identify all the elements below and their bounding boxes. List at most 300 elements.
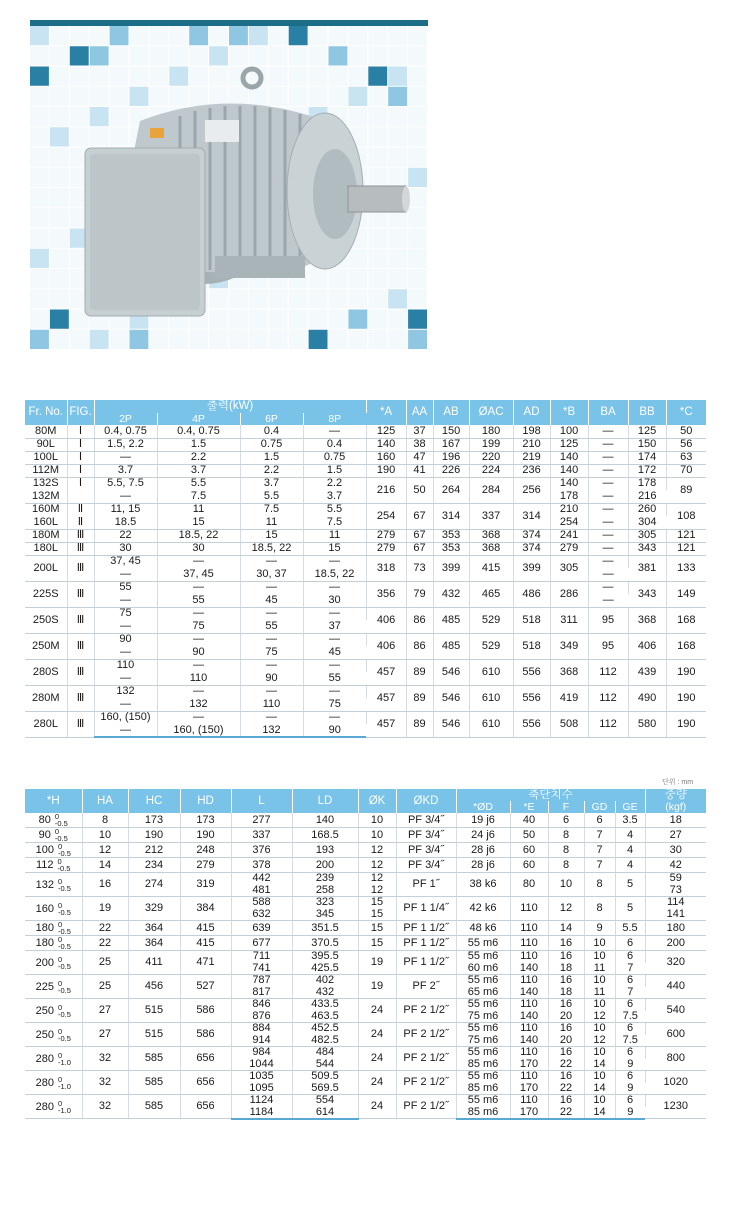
cell: 305 xyxy=(550,555,588,581)
cell: 110 xyxy=(240,698,303,711)
background-tile xyxy=(110,330,129,349)
header-4p: 4P xyxy=(157,413,240,425)
background-tile xyxy=(30,188,49,207)
cell: 7.5 xyxy=(157,490,240,503)
tolerance xyxy=(55,828,68,842)
cell: 95 xyxy=(588,633,628,659)
background-tile xyxy=(289,289,308,308)
cell: 67 xyxy=(406,529,433,542)
cell: 45 xyxy=(240,594,303,607)
background-tile xyxy=(30,107,49,126)
cell: 45 xyxy=(303,646,366,659)
tolerance-lower: -0.5 xyxy=(57,907,71,917)
cell: 585 xyxy=(128,1095,180,1119)
cell: 18 xyxy=(548,987,584,999)
cell: 586 xyxy=(180,999,231,1023)
cell: — xyxy=(157,555,240,568)
cell: 65 m6 xyxy=(456,987,510,999)
cell: 90 xyxy=(303,724,366,737)
background-tile xyxy=(249,289,268,308)
cell: 419 xyxy=(550,685,588,711)
h-cell xyxy=(25,897,82,921)
background-tile xyxy=(348,330,367,349)
cell: 415 xyxy=(469,555,513,581)
cell: 8 xyxy=(584,897,615,921)
table-row xyxy=(25,503,706,516)
cell: 329 xyxy=(128,897,180,921)
cell: 1184 xyxy=(231,1107,292,1119)
cell: 110 xyxy=(510,921,548,936)
table-row xyxy=(25,1023,706,1035)
background-tile xyxy=(348,269,367,288)
cell: 1.5 xyxy=(240,451,303,464)
background-tile xyxy=(50,310,69,329)
cell: 546 xyxy=(433,685,469,711)
cell: 173 xyxy=(180,813,231,828)
background-tile xyxy=(388,229,407,248)
background-tile xyxy=(368,127,387,146)
background-tile xyxy=(388,310,407,329)
background-tile xyxy=(50,127,69,146)
cell: 0.4, 0.75 xyxy=(94,425,157,438)
cell: Ⅰ xyxy=(67,451,94,464)
tolerance-upper: 0 xyxy=(57,920,63,929)
cell: — xyxy=(588,438,628,451)
background-tile xyxy=(149,26,168,45)
cell: 343 xyxy=(628,581,666,607)
cell: 10 xyxy=(584,1071,615,1083)
cell: 378 xyxy=(231,858,292,873)
background-tile xyxy=(249,330,268,349)
background-tile xyxy=(130,46,149,65)
cell: 260 xyxy=(628,503,666,516)
cell: 224 xyxy=(469,464,513,477)
background-tile xyxy=(50,208,69,227)
cell: 5.5 xyxy=(303,503,366,516)
header-d: *ØD xyxy=(456,801,510,813)
cell: 19 xyxy=(358,951,396,975)
cell: 800 xyxy=(645,1047,706,1071)
cell: 6 xyxy=(615,999,645,1011)
cell: 90L xyxy=(25,438,67,451)
cell: 250M xyxy=(25,633,67,659)
tolerance-lower: -0.5 xyxy=(57,864,71,873)
header-ha: HA xyxy=(82,789,128,813)
cell: — xyxy=(588,503,628,516)
background-tile xyxy=(30,127,49,146)
cell: 38 k6 xyxy=(456,873,510,897)
background-tile xyxy=(189,87,208,106)
cell: 6 xyxy=(615,951,645,963)
h-value: 280 xyxy=(35,1052,54,1065)
cell: 7 xyxy=(584,828,615,843)
background-tile xyxy=(70,46,89,65)
cell: 311 xyxy=(550,607,588,633)
background-tile xyxy=(408,148,427,167)
cell: Ⅲ xyxy=(67,581,94,607)
background-tile xyxy=(169,46,188,65)
cell: PF 3/4˝ xyxy=(396,813,456,828)
cell: 258 xyxy=(292,885,358,897)
table-row xyxy=(25,607,706,620)
cell: 463.5 xyxy=(292,1011,358,1023)
background-tile xyxy=(329,310,348,329)
header-ac: ØAC xyxy=(469,400,513,425)
cell: — xyxy=(240,581,303,594)
cell: 22 xyxy=(548,1059,584,1071)
background-tile xyxy=(368,107,387,126)
cell: 490 xyxy=(628,685,666,711)
cell: 168 xyxy=(666,633,706,659)
table-row xyxy=(25,975,706,987)
table-row xyxy=(25,633,706,646)
cell: — xyxy=(303,711,366,724)
cell: 190 xyxy=(180,828,231,843)
cell: 24 xyxy=(358,1047,396,1071)
cell: 305 xyxy=(628,529,666,542)
cell: 8 xyxy=(548,858,584,873)
cell: 121 xyxy=(666,529,706,542)
table-row xyxy=(25,542,706,555)
table-row xyxy=(25,555,706,568)
tolerance-lower: -0.5 xyxy=(57,927,71,936)
cell: 15 xyxy=(358,921,396,936)
background-tile xyxy=(50,87,69,106)
cell: 56 xyxy=(666,438,706,451)
cell: 132 xyxy=(240,724,303,737)
cell: 284 xyxy=(469,477,513,503)
cell: — xyxy=(94,724,157,737)
background-tile xyxy=(169,67,188,86)
cell: 55 m6 xyxy=(456,951,510,963)
background-tile xyxy=(50,249,69,268)
background-tile xyxy=(289,26,308,45)
cell: 12 xyxy=(584,1011,615,1023)
cell: 368 xyxy=(628,607,666,633)
cell: 132M xyxy=(25,490,67,503)
table-row xyxy=(25,897,706,909)
cell: 89 xyxy=(406,711,433,737)
cell: 337 xyxy=(231,828,292,843)
h-value: 250 xyxy=(35,1004,54,1017)
cell: 18.5, 22 xyxy=(303,568,366,581)
cell: 0.4 xyxy=(240,425,303,438)
cell: 210 xyxy=(550,503,588,516)
cell: 614 xyxy=(292,1107,358,1119)
cell: 85 m6 xyxy=(456,1059,510,1071)
cell: 160, (150) xyxy=(94,711,157,724)
background-tile xyxy=(368,289,387,308)
background-tile xyxy=(388,289,407,308)
cell: 27 xyxy=(82,1023,128,1047)
header-c: *C xyxy=(666,400,706,425)
background-tile xyxy=(348,107,367,126)
cell: 18.5 xyxy=(94,516,157,529)
cell: 37, 45 xyxy=(157,568,240,581)
cell: 24 xyxy=(358,1071,396,1095)
cell: 48 k6 xyxy=(456,921,510,936)
cell: 140 xyxy=(550,477,588,490)
cell: 73 xyxy=(406,555,433,581)
h-value: 280 xyxy=(35,1100,54,1113)
cell: PF 2 1/2˝ xyxy=(396,1095,456,1119)
cell: 15 xyxy=(358,897,396,909)
cell: 89 xyxy=(666,477,706,503)
cell: 219 xyxy=(513,451,550,464)
cell: 11, 15 xyxy=(94,503,157,516)
cell: — xyxy=(303,685,366,698)
cell: 70 xyxy=(666,464,706,477)
cell: 280M xyxy=(25,685,67,711)
cell: PF 1 1/2˝ xyxy=(396,921,456,936)
cell: 399 xyxy=(513,555,550,581)
cell: 41 xyxy=(406,464,433,477)
cell: 11 xyxy=(240,516,303,529)
cell: — xyxy=(240,685,303,698)
cell: 178 xyxy=(628,477,666,490)
cell: 554 xyxy=(292,1095,358,1107)
background-tile xyxy=(149,330,168,349)
background-tile xyxy=(309,269,328,288)
cell: 323 xyxy=(292,897,358,909)
cell: 28 j6 xyxy=(456,858,510,873)
cell: 2.2 xyxy=(157,451,240,464)
background-tile xyxy=(50,67,69,86)
background-tile xyxy=(329,87,348,106)
cell: 190 xyxy=(666,685,706,711)
cell: 16 xyxy=(548,1047,584,1059)
cell: 75 xyxy=(240,646,303,659)
cell: 170 xyxy=(510,1059,548,1071)
background-tile xyxy=(30,310,49,329)
cell: 274 xyxy=(128,873,180,897)
background-tile xyxy=(329,26,348,45)
cell: 170 xyxy=(510,1107,548,1119)
cell: 27 xyxy=(82,999,128,1023)
cell: 457 xyxy=(366,685,406,711)
h-cell xyxy=(25,843,82,858)
cell: 114 xyxy=(666,896,685,909)
h-value: 280 xyxy=(35,1076,54,1089)
cell: — xyxy=(94,594,157,607)
background-tile xyxy=(388,87,407,106)
background-tile xyxy=(329,67,348,86)
background-tile xyxy=(50,269,69,288)
cell: 9 xyxy=(584,921,615,936)
tolerance xyxy=(58,1028,71,1042)
background-tile xyxy=(229,26,248,45)
cell: 248 xyxy=(180,843,231,858)
cell: 22 xyxy=(94,529,157,542)
table-row xyxy=(25,1095,706,1107)
cell: 180L xyxy=(25,542,67,555)
tolerance-upper: 0 xyxy=(57,1026,63,1036)
h-cell xyxy=(25,813,82,828)
cell: 90 xyxy=(94,633,157,646)
background-tile xyxy=(388,26,407,45)
cell: 7 xyxy=(615,987,645,999)
tolerance-upper: 0 xyxy=(54,812,60,821)
background-tile xyxy=(90,330,109,349)
cell: 518 xyxy=(513,607,550,633)
background-tile xyxy=(249,310,268,329)
cell: 24 xyxy=(358,999,396,1023)
background-tile xyxy=(90,107,109,126)
background-tile xyxy=(368,87,387,106)
cell: 345 xyxy=(292,909,358,921)
h-cell xyxy=(25,999,82,1023)
background-tile xyxy=(368,249,387,268)
table-row xyxy=(25,873,706,885)
cell: 75 xyxy=(157,620,240,633)
cell: 529 xyxy=(469,633,513,659)
shaft-dimension-table xyxy=(25,789,706,1120)
cell: 556 xyxy=(513,685,550,711)
header-weight: 중량 xyxy=(645,789,706,801)
cell: PF 2˝ xyxy=(396,975,456,999)
cell: 610 xyxy=(469,685,513,711)
cell: — xyxy=(588,451,628,464)
cell: 100L xyxy=(25,451,67,464)
background-tile xyxy=(209,87,228,106)
cell: 160L xyxy=(25,516,67,529)
background-tile xyxy=(408,87,427,106)
tolerance-upper: 0 xyxy=(54,827,60,836)
cell: 580 xyxy=(628,711,666,737)
cell: 677 xyxy=(231,936,292,951)
tolerance-upper: 0 xyxy=(57,1098,63,1108)
cell: 37 xyxy=(406,425,433,438)
background-tile xyxy=(368,26,387,45)
cell: 22 xyxy=(82,936,128,951)
background-tile xyxy=(329,46,348,65)
cell: 140 xyxy=(550,451,588,464)
cell: Ⅲ xyxy=(67,633,94,659)
cell: 15 xyxy=(303,542,366,555)
cell: 15 xyxy=(358,909,396,921)
cell: 160, (150) xyxy=(157,724,240,737)
table-row xyxy=(25,659,706,672)
cell: 16 xyxy=(548,951,584,963)
cell: 190 xyxy=(666,659,706,685)
cell: 656 xyxy=(180,1095,231,1119)
background-tile xyxy=(408,229,427,248)
cell: 173 xyxy=(128,813,180,828)
cell: 384 xyxy=(180,897,231,921)
cell: 465 xyxy=(469,581,513,607)
cell: 368 xyxy=(469,529,513,542)
cell: 110 xyxy=(510,1023,548,1035)
background-tile xyxy=(30,208,49,227)
background-tile xyxy=(189,26,208,45)
cell: 304 xyxy=(628,516,666,529)
cell: — xyxy=(94,672,157,685)
background-tile xyxy=(348,67,367,86)
cell: 210 xyxy=(513,438,550,451)
cell: 15 xyxy=(157,516,240,529)
cell: 170 xyxy=(510,1083,548,1095)
cell: PF 1 1/2˝ xyxy=(396,936,456,951)
cell: 556 xyxy=(513,659,550,685)
cell: 368 xyxy=(469,542,513,555)
cell: 30 xyxy=(94,542,157,555)
cell: 632 xyxy=(231,909,292,921)
cell: 456 xyxy=(128,975,180,999)
cell: 610 xyxy=(469,659,513,685)
cell: 8 xyxy=(584,873,615,897)
cell: 588 xyxy=(231,897,292,909)
cell: 7 xyxy=(615,963,645,975)
cell: 32 xyxy=(82,1047,128,1071)
tolerance xyxy=(58,878,71,892)
background-tile xyxy=(388,249,407,268)
cell: 0.4 xyxy=(303,438,366,451)
cell: 585 xyxy=(128,1047,180,1071)
cell: PF 1 1/4˝ xyxy=(396,897,456,921)
cell: 216 xyxy=(366,477,406,503)
cell: 7.5 xyxy=(615,1035,645,1047)
cell: 914 xyxy=(231,1035,292,1047)
tolerance xyxy=(58,1052,71,1066)
cell: PF 3/4˝ xyxy=(396,843,456,858)
tolerance-lower: -0.5 xyxy=(57,985,71,995)
h-value: 132 xyxy=(35,878,54,891)
cell: 5.5, 7.5 xyxy=(94,477,157,490)
cell: 216 xyxy=(628,490,666,503)
cell: 12 xyxy=(358,858,396,873)
cell: 110 xyxy=(94,659,157,672)
background-tile xyxy=(388,269,407,288)
cell: 16 xyxy=(548,975,584,987)
cell: 402 xyxy=(292,975,358,987)
cell: 984 xyxy=(231,1047,292,1059)
cell: 314 xyxy=(513,503,550,529)
header-hd: HD xyxy=(180,789,231,813)
cell: 80M xyxy=(25,425,67,438)
tolerance-upper: 0 xyxy=(57,842,63,851)
background-tile xyxy=(388,127,407,146)
background-tile xyxy=(309,67,328,86)
cell: 14 xyxy=(548,921,584,936)
cell: 10 xyxy=(584,936,615,951)
cell: 9 xyxy=(615,1107,645,1119)
background-tile xyxy=(90,26,109,45)
table-row xyxy=(25,999,706,1011)
background-tile xyxy=(408,168,427,187)
cell: 234 xyxy=(128,858,180,873)
cell: 14 xyxy=(584,1083,615,1095)
cell: 10 xyxy=(584,999,615,1011)
background-tile xyxy=(368,148,387,167)
cell: 406 xyxy=(628,633,666,659)
header-frame-number: Fr. No. xyxy=(25,400,67,425)
cell: 406 xyxy=(366,633,406,659)
background-tile xyxy=(90,127,109,146)
cell: 406 xyxy=(366,607,406,633)
cell: Ⅲ xyxy=(67,607,94,633)
background-tile xyxy=(408,330,427,349)
cell: 10 xyxy=(584,1047,615,1059)
background-tile xyxy=(269,26,288,45)
background-tile xyxy=(368,330,387,349)
cell: 556 xyxy=(513,711,550,737)
background-tile xyxy=(189,330,208,349)
cell: — xyxy=(303,581,366,594)
cell: — xyxy=(588,594,628,607)
cell: — xyxy=(157,581,240,594)
table-row xyxy=(25,843,706,858)
cell: 50 xyxy=(666,425,706,438)
